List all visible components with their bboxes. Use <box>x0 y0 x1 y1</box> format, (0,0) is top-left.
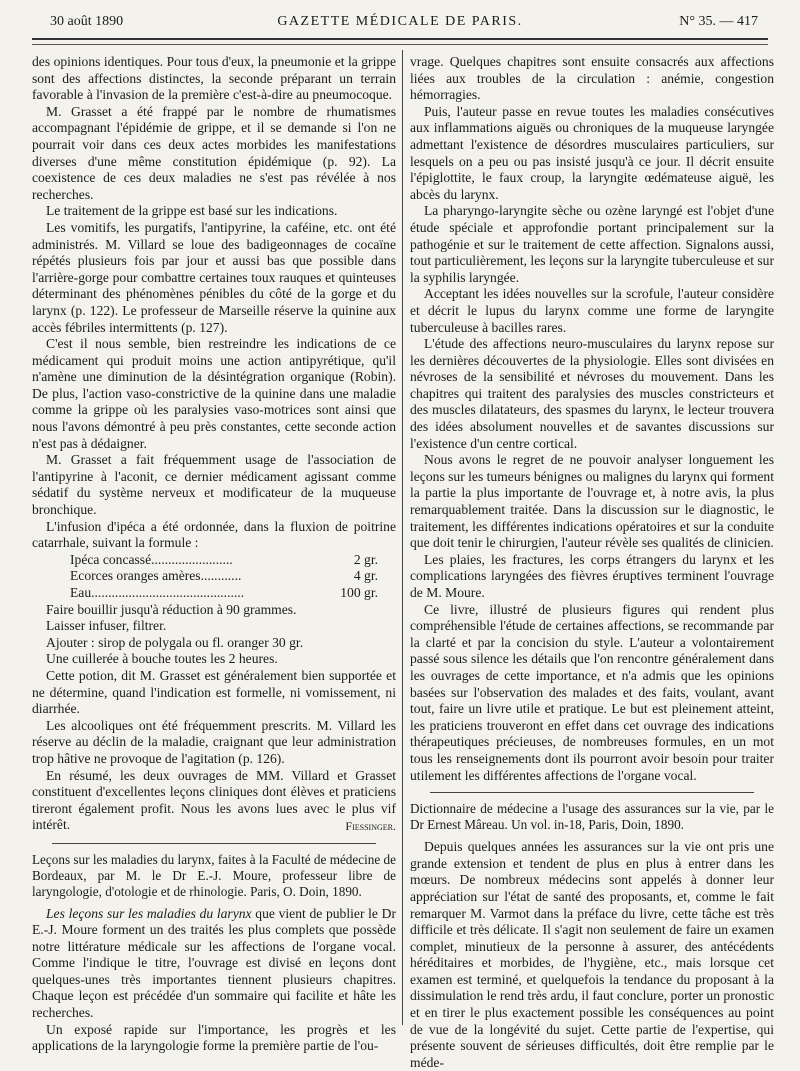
paragraph-text: que vient de publier le Dr E.-J. Moure forment un des traités les plus complets que possède notre littérature médicale sur les affections de l'organe vocal. Comme l'indique le titre, l'ouvrage est divisé en leçons dont quelques-unes très importantes tiennent plusieurs chapitres. Chaque leçon est précédée d'un sommaire qui facilite et hâte les recherches. <box>32 905 396 1021</box>
paragraph: C'est il nous semble, bien restreindre les indications de ce médicament qui produit moins une action antipyrétique, qu'il n'amène une diminution de la désintégration organique (Robin). De plus, l'action vaso-constrictive de la quinine dans une maladie comme la grippe où les paralysies vaso-motrices sont ainsi que nous l'avons démontré à peu près constantes, cette seconde action n'est pas à dédaigner. <box>32 336 396 451</box>
paragraph: M. Grasset a été frappé par le nombre de rhumatismes accompagnant l'épidémie de grippe, et il se demande si l'on ne pourrait voir dans ces deux actes morbides les manifestations diverses d'une même constitution épidémique (p. 92). La coexistence de ces deux maladies ne s'est pas révélée à nos recherches. <box>32 103 396 202</box>
paragraph: L'infusion d'ipéca a été ordonnée, dans la fluxion de poitrine catarrhale, suivant la formule : <box>32 518 396 551</box>
formula-instruction: Laisser infuser, filtrer. <box>46 618 167 634</box>
formula-instruction: Une cuillerée à bouche toutes les 2 heures. <box>46 651 278 667</box>
paragraph: Les alcooliques ont été fréquemment prescrits. M. Villard les réserve au déclin de la maladie, craignant que leur administration trop hâtive ne provoque de l'agitation (p. 126). <box>32 717 396 766</box>
page-header <box>32 10 768 32</box>
paragraph: Cette potion, dit M. Grasset est généralement bien supportée et ne détermine, quand l'indication est formelle, ni vomissement, ni diarrhée. <box>32 667 396 717</box>
formula-item: Ecorces oranges amères............ <box>70 568 242 584</box>
paragraph: La pharyngo-laryngite sèche ou ozène laryngé est l'objet d'une étude spéciale et approfondie portant principalement sur la pathogénie et sur le traitement de cette affection. Signalons aussi, tout particulièrement, les leçons sur la laryngite tuberculeuse et sur la syphilis laryngée. <box>410 203 774 285</box>
formula-instruction: Faire bouillir jusqu'à réduction à 90 grammes. <box>46 601 297 617</box>
formula-row <box>70 568 396 585</box>
issue-page-number: N° 35. — 417 <box>679 14 758 29</box>
formula-instruction: Ajouter : sirop de polygala ou fl. oranger 30 gr. <box>46 634 304 650</box>
paragraph: Puis, l'auteur passe en revue toutes les maladies consécutives aux inflammations aiguës ou chroniques de la muqueuse laryngée admettant l'existence de désordres musculaires particuliers, sur lesquels on a peu ou pas insisté jusqu'à ce jour. Il décrit ensuite l'épiglottite, le faux croup, la laryngite œdémateuse aiguë, les abcès du larynx. <box>410 103 774 202</box>
paragraph: Les vomitifs, les purgatifs, l'antipyrine, la caféine, etc. ont été administrés. M. Villard se loue des badigeonnages de cocaïne répétés plusieurs fois par jour et aussi bas que possible dans l'arrière-gorge pour combattre certaines toux rauques et quinteuses déterminant des phénomènes pénibles du côté de la gorge et du larynx (p. 122). Le professeur de Marseille réserve la quinine aux accès fébriles intermittents (p. 127). <box>32 219 396 335</box>
header-rule <box>32 38 768 45</box>
author-signature: Fiessinger. <box>345 818 396 833</box>
book-review-heading: Dictionnaire de médecine a l'usage des assurances sur la vie, par le Dr Ernest Mâreau. Un vol. in-18, Paris, Doin, 1890. <box>410 801 774 833</box>
prescription-formula <box>32 552 396 602</box>
formula-row <box>70 585 396 602</box>
paragraph <box>32 906 396 1022</box>
header-date: 30 août 1890 <box>50 14 124 29</box>
section-rule <box>430 792 754 793</box>
formula-item: Eau............................................. <box>70 585 245 600</box>
column-divider <box>402 50 403 1025</box>
paragraph: Acceptant les idées nouvelles sur la scrofule, l'auteur considère et décrit le lupus du larynx comme une forme de laryngite tuberculeuse à bacilles rares. <box>410 286 774 335</box>
formula-qty: 100 gr. <box>340 585 378 600</box>
paragraph: M. Grasset a fait fréquemment usage de l'association de l'antipyrine à l'aconit, ce dernier médicament agissant comme sédatif du système nerveux et modificateur de la muqueuse bronchique. <box>32 452 396 518</box>
paragraph: Depuis quelques années les assurances sur la vie ont pris une grande extension et tendent de plus en plus à entrer dans les mœurs. De nombreux médecins sont appelés à donner leur appréciation sur l'état de santé des proposants, et, comme le fait remarquer M. Varmot dans la préface du livre, cette tâche est très difficile et très délicate. Il s'agit non seulement de faire un examen complet, minutieux de la personne à assurer, des antécédents héréditaires et morbides, de l'hygiène, etc., mais lorsque cet examen est terminé, et quelquefois la tendance du proposant à la dissimulation le rend très ardu, il faut conclure, porter un pronostic et en tirer le plus exactement possible les conséquences au point de vue de la longévité du sujet. Cette partie de l'expertise, qui présente souvent de sérieuses difficultés, doit être remplie par le méde- <box>410 839 774 1070</box>
paragraph: des opinions identiques. Pour tous d'eux, la pneumonie et la grippe sont des affections distinctes, la seconde préparant un terrain favorable à l'invasion de la première c'est-à-dire au pneumocoque. <box>32 54 396 103</box>
book-review-heading: Leçons sur les maladies du larynx, faites à la Faculté de médecine de Bordeaux, par M. le Dr E.-J. Moure, professeur libre de laryngologie, d'otologie et de rhinologie. Paris, O. Doin, 1890. <box>32 851 396 899</box>
section-rule <box>52 843 376 844</box>
paragraph: Ce livre, illustré de plusieurs figures qui rendent plus compréhensible l'étude de certaines affections, se recommande par la clarté et par la concision du style. L'auteur a volontairement passé sous silence les détails que l'on rencontre généralement dans les ouvrages de cette importance, et n'a admis que les opinions basées sur l'observation des malades et des faits, voulant, avant tout, faire un livre utile et pratique. Le but est pleinement atteint, les praticiens trouveront en effet dans cet ouvrage des indications thérapeutiques précieuses, de nombreuses formules, en un mot tous les renseignements dont ils pourront avoir besoin pour traiter utilement les différentes affections de l'organe vocal. <box>410 601 774 783</box>
paragraph: Les plaies, les fractures, les corps étrangers du larynx et les complications laryngées des fièvres éruptives terminent l'ouvrage de M. Moure. <box>410 551 774 600</box>
paragraph: L'étude des affections neuro-musculaires du larynx repose sur les dernières découvertes de la physiologie. Elles sont divisées en névroses de la sensibilité et névroses du mouvement. Dans les chapitres qui traitent des paralysies des muscles constricteurs et des muscles dilatateurs, des spasmes du larynx, le lecteur trouvera des idées absolument nouvelles et de savantes discussions sur l'existence d'un centre cortical. <box>410 336 774 451</box>
paragraph: Un exposé rapide sur l'importance, les progrès et les applications de la laryngologie forme la première partie de l'ou- <box>32 1021 396 1054</box>
journal-title: GAZETTE MÉDICALE DE PARIS. <box>277 14 523 29</box>
left-column <box>32 54 396 1055</box>
book-title: Les leçons sur les maladies du larynx <box>46 905 252 921</box>
paragraph: Le traitement de la grippe est basé sur les indications. <box>46 203 338 219</box>
paragraph: vrage. Quelques chapitres sont ensuite consacrés aux affections liées aux troubles de la circulation : anémie, congestion hémorragies. <box>410 54 774 103</box>
formula-row <box>70 552 396 569</box>
right-column <box>410 54 774 1071</box>
paragraph: En résumé, les deux ouvrages de MM. Villard et Grasset constituent d'excellentes leçons cliniques dont élèves et praticiens tireront également profit. Nous les avons lues avec le plus vif intérêt. <box>32 767 396 833</box>
formula-item: Ipéca concassé........................ <box>70 551 233 567</box>
formula-qty: 4 gr. <box>353 568 378 584</box>
formula-qty: 2 gr. <box>353 551 378 567</box>
paragraph: Nous avons le regret de ne pouvoir analyser longuement les leçons sur les tumeurs bénignes ou malignes du larynx qui forment la partie la plus importante de l'ouvrage et, à notre avis, la plus remarquablement traitée. Dans la discussion sur le diagnostic, le traitement, les différentes indications opératoires et sur la conduite que doit tenir le chirurgien, l'auteur révèle ses qualités de clinicien. <box>410 452 774 551</box>
